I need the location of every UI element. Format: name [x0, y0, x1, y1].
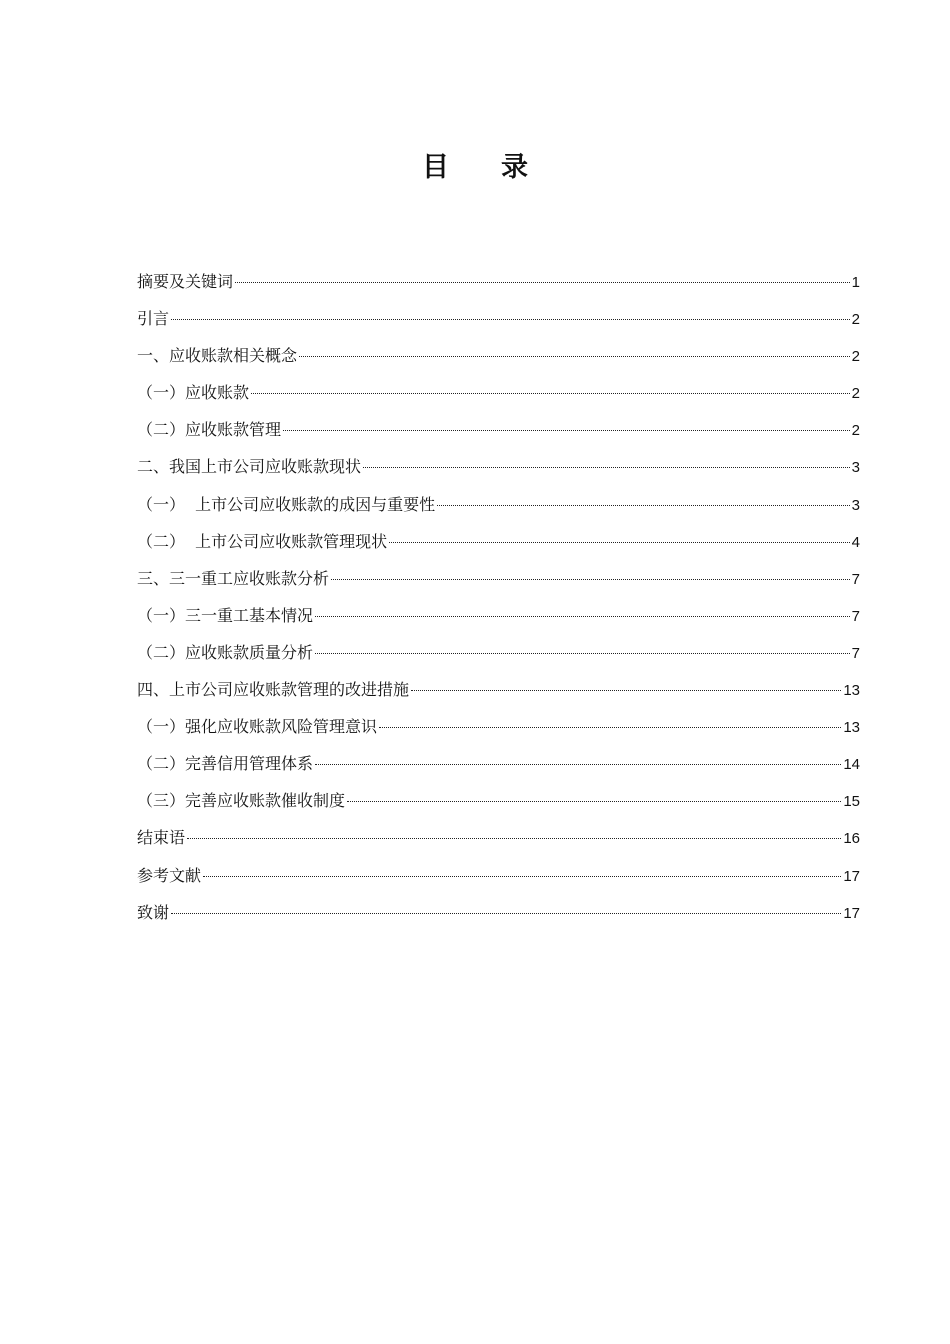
toc-entry-title: （二）应收账款管理	[137, 420, 282, 440]
toc-entry-page: 17	[843, 867, 860, 885]
toc-entry-page: 13	[843, 719, 860, 737]
toc-entry-page: 1	[851, 274, 860, 291]
toc-entry[interactable]	[137, 708, 860, 745]
toc-title-char: 目	[422, 151, 449, 183]
toc-entry-page: 15	[843, 793, 860, 811]
toc-entry-page: 13	[843, 682, 860, 700]
toc-entry[interactable]	[137, 857, 860, 894]
dot-leader	[389, 542, 849, 543]
toc-entry[interactable]	[137, 560, 860, 597]
toc-entry-title: 三、三一重工应收账款分析	[137, 568, 330, 588]
toc-entry-title: （一）应收账款	[137, 383, 250, 403]
toc-entry-page: 2	[851, 385, 860, 403]
dot-leader	[315, 764, 841, 765]
toc-entry-title: 一、应收账款相关概念	[137, 346, 298, 366]
toc-entry-page: 17	[843, 904, 860, 922]
toc-entry-title: （二）完善信用管理体系	[137, 754, 314, 774]
toc-entry-title: （二） 上市公司应收账款管理现状	[137, 531, 388, 551]
toc-entry-title: 二、我国上市公司应收账款现状	[137, 457, 362, 477]
dot-leader	[235, 282, 850, 283]
dot-leader	[347, 801, 841, 802]
toc-entry[interactable]	[137, 523, 860, 560]
toc-entry-title: 结束语	[137, 828, 186, 848]
toc-entry[interactable]	[137, 411, 860, 448]
dot-leader	[315, 653, 850, 654]
toc-entry-title: 致谢	[137, 902, 170, 922]
toc-entry[interactable]	[137, 671, 860, 708]
toc-entry[interactable]	[137, 782, 860, 819]
toc-entry[interactable]	[137, 819, 860, 856]
toc-entry-title: 参考文献	[137, 865, 202, 885]
toc-entry-title: （一）强化应收账款风险管理意识	[137, 717, 378, 737]
dot-leader	[315, 616, 850, 617]
toc-entry-page: 7	[851, 570, 860, 588]
toc-entry[interactable]	[137, 634, 860, 671]
dot-leader	[203, 876, 841, 877]
dot-leader	[331, 579, 850, 580]
toc-entry[interactable]	[137, 337, 860, 374]
toc-entry[interactable]	[137, 374, 860, 411]
toc-entry-title: （二）应收账款质量分析	[137, 642, 314, 662]
toc-entry-title: 引言	[137, 309, 170, 329]
toc-entry-page: 2	[851, 348, 860, 366]
toc-entry[interactable]	[137, 745, 860, 782]
toc-entry-page: 2	[851, 422, 860, 440]
toc-entry[interactable]	[137, 486, 860, 523]
dot-leader	[171, 913, 841, 914]
dot-leader	[283, 430, 850, 431]
toc-list	[137, 263, 860, 931]
toc-entry-page: 14	[843, 756, 860, 774]
dot-leader	[251, 393, 850, 394]
toc-entry-page: 2	[851, 311, 860, 329]
dot-leader	[379, 727, 841, 728]
toc-entry-title: （一） 上市公司应收账款的成因与重要性	[137, 494, 436, 514]
toc-entry-title: 四、上市公司应收账款管理的改进措施	[137, 680, 410, 700]
toc-entry[interactable]	[137, 597, 860, 634]
toc-entry-page: 16	[843, 830, 860, 848]
toc-entry-title: （一）三一重工基本情况	[137, 605, 314, 625]
dot-leader	[187, 838, 841, 839]
toc-entry-page: 3	[851, 459, 860, 477]
dot-leader	[363, 467, 850, 468]
toc-title	[0, 140, 950, 188]
toc-entry-title: 摘要及关键词	[137, 272, 234, 291]
toc-entry[interactable]	[137, 894, 860, 931]
dot-leader	[411, 690, 841, 691]
toc-entry-page: 4	[851, 533, 860, 551]
toc-entry[interactable]	[137, 300, 860, 337]
toc-entry[interactable]	[137, 263, 860, 300]
toc-entry-title: （三）完善应收账款催收制度	[137, 791, 346, 811]
toc-entry[interactable]	[137, 448, 860, 485]
toc-title-char: 录	[501, 151, 528, 183]
toc-entry-page: 7	[851, 607, 860, 625]
dot-leader	[437, 505, 849, 506]
dot-leader	[299, 356, 850, 357]
toc-entry-page: 7	[851, 644, 860, 662]
dot-leader	[171, 319, 850, 320]
toc-entry-page: 3	[851, 496, 860, 514]
